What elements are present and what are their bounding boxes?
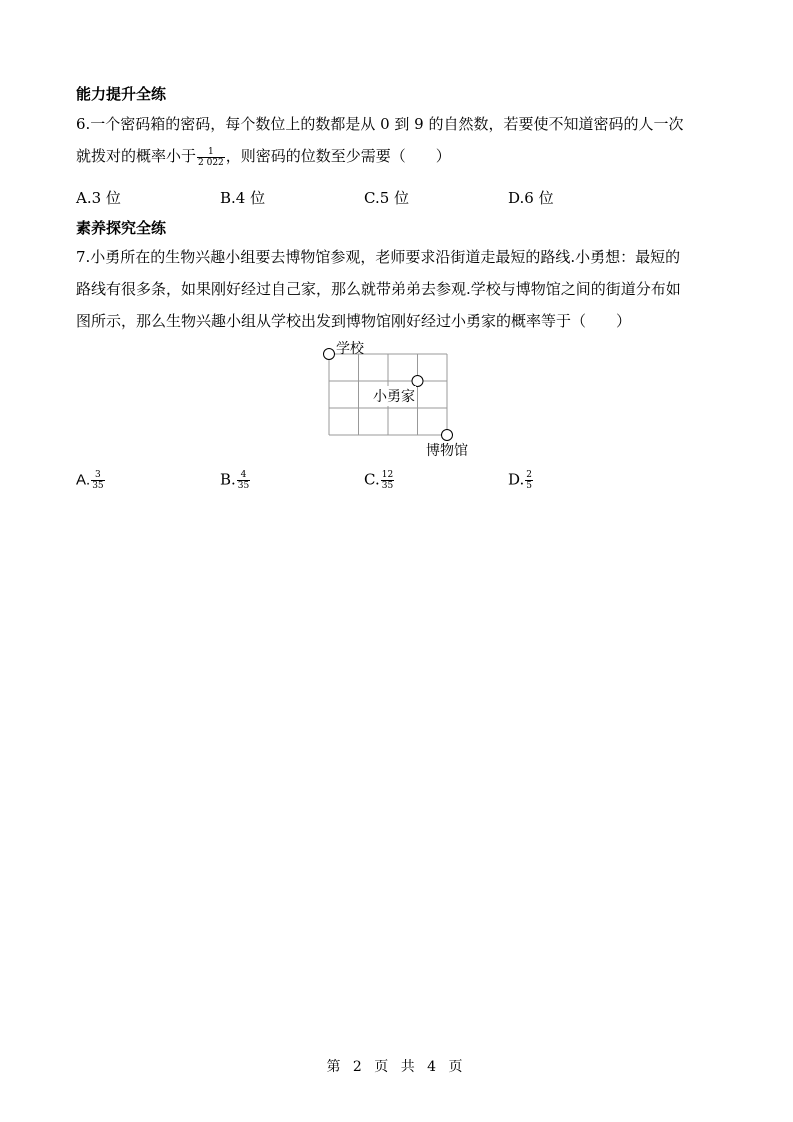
museum-label: 博物馆: [426, 443, 468, 459]
q6-line1: 6.一个密码箱的密码，每个数位上的数都是从 0 到 9 的自然数，若要使不知道密码的人一次: [76, 115, 684, 133]
q6-option-a: A.3 位: [76, 189, 121, 207]
museum-marker: [442, 430, 453, 441]
q7-option-d-num: 2: [526, 470, 532, 480]
q7-line3: 图所示，那么生物兴趣小组从学校出发到博物馆刚好经过小勇家的概率等于（ ）: [76, 312, 632, 330]
q7-option-a-prefix: A.: [76, 471, 91, 489]
home-label: 小勇家: [372, 386, 416, 406]
q6-option-b: B.4 位: [220, 189, 266, 207]
q6-line2: [76, 146, 451, 168]
q6-option-d: D.6 位: [508, 189, 554, 207]
school-label: 学校: [336, 341, 364, 357]
section-title-ability: 能力提升全练: [76, 85, 167, 103]
q7-option-d-den: 5: [526, 481, 532, 491]
q7-option-c-fraction: [381, 470, 394, 491]
q7-option-a-num: 3: [95, 470, 101, 480]
q6-line2-before: 就拨对的概率小于: [76, 147, 197, 165]
q7-option-b: [220, 470, 251, 491]
q7-option-d-fraction: [525, 470, 533, 491]
page-footer: 第 2 页 共 4 页: [326, 1059, 467, 1075]
section-title-literacy: 素养探究全练: [76, 219, 167, 237]
home-marker: [412, 376, 423, 387]
q6-line2-after: ，则密码的位数至少需要（ ）: [225, 147, 451, 165]
q7-option-b-den: 35: [237, 481, 250, 491]
q7-option-a-fraction: [91, 470, 104, 491]
q7-option-d-prefix: D.: [508, 470, 525, 489]
q7-option-c: [364, 470, 395, 491]
q7-option-b-num: 4: [240, 470, 247, 480]
q7-line1: 7.小勇所在的生物兴趣小组要去博物馆参观，老师要求沿街道走最短的路线.小勇想：最短的: [76, 248, 681, 266]
q6-frac-num: 1: [208, 146, 214, 157]
q6-option-c: C.5 位: [364, 189, 410, 207]
q7-option-a-den: 35: [92, 481, 104, 491]
q6-fraction: [197, 147, 225, 168]
q7-option-b-prefix: B.: [220, 470, 236, 489]
q6-frac-den: 2 022: [198, 157, 224, 168]
q7-option-c-prefix: C.: [364, 470, 380, 489]
q7-option-c-den: 35: [381, 481, 394, 491]
q7-option-c-num: 12: [381, 470, 394, 480]
school-marker: [324, 349, 335, 360]
q7-option-d: [508, 470, 534, 491]
q7-line2: 路线有很多条，如果刚好经过自己家，那么就带弟弟去参观.学校与博物馆之间的街道分布如: [76, 280, 681, 298]
q7-option-b-fraction: [237, 470, 250, 491]
q7-option-a: [76, 470, 106, 491]
